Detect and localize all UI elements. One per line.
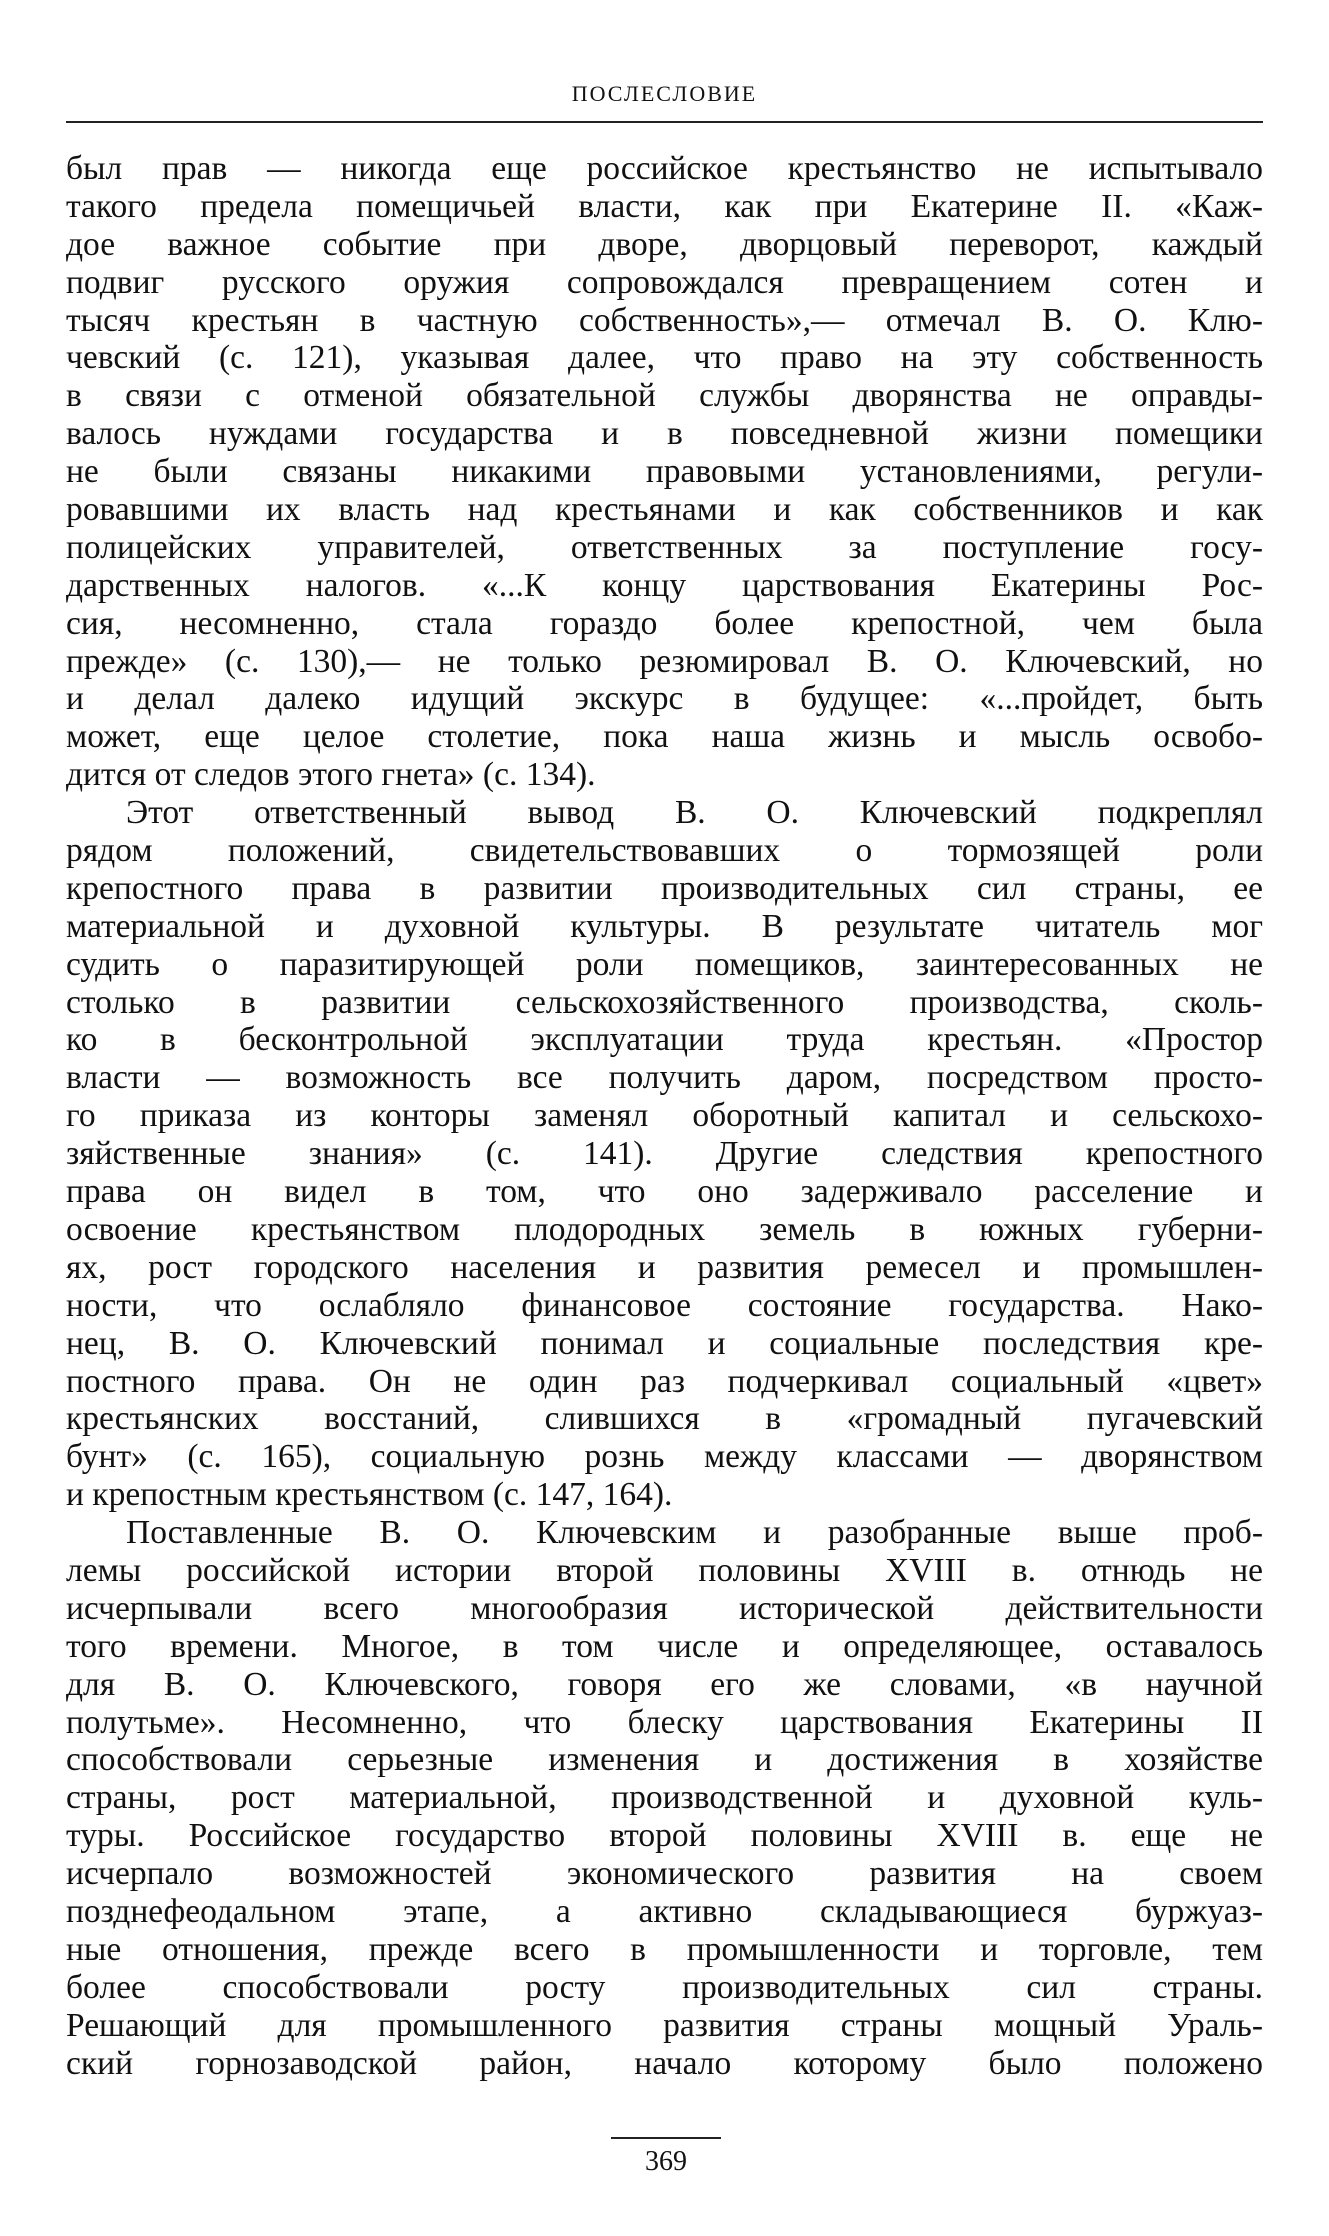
text-line: власти — возможность все получить даром, посредством просто- [66,1059,1263,1097]
header-rule [66,121,1263,123]
text-line: рядом положений, свидетельствовавших о тормозящей роли [66,832,1263,870]
text-line: судить о паразитирующей роли помещиков, заинтересованных не [66,945,1263,983]
text-line: столько в развитии сельскохозяйственного производства, сколь- [66,983,1263,1021]
text-line: ях, рост городского населения и развития ремесел и промышлен- [66,1248,1263,1286]
text-line: освоение крестьянством плодородных земель в южных губерни- [66,1210,1263,1248]
text-line: ные отношения, прежде всего в промышленности и торговле, тем [66,1930,1263,1968]
text-line: полутьме». Несомненно, что блеску царствования Екатерины II [66,1703,1263,1741]
text-line: страны, рост материальной, производственной и духовной куль- [66,1779,1263,1817]
text-line: права он видел в том, что оно задерживало расселение и [66,1173,1263,1211]
paragraph [66,150,1263,794]
text-line: постного права. Он не один раз подчеркивал социальный «цвет» [66,1362,1263,1400]
text-line: дарственных налогов. «...К концу царствования Екатерины Рос- [66,566,1263,604]
paragraph [66,794,1263,1514]
text-line: для В. О. Ключевского, говоря его же словами, «в научной [66,1665,1263,1703]
text-line: и крепостным крестьянством (с. 147, 164). [66,1476,673,1514]
text-line: способствовали серьезные изменения и достижения в хозяйстве [66,1741,1263,1779]
text-line: ский горнозаводской район, начало которому было положено [66,2044,1263,2082]
text-line: материальной и духовной культуры. В результате читатель мог [66,907,1263,945]
text-line: сия, несомненно, стала гораздо более крепостной, чем была [66,604,1263,642]
text-line: дое важное событие при дворе, дворцовый переворот, каждый [66,225,1263,263]
text-line: го приказа из конторы заменял оборотный капитал и сельскохо- [66,1097,1263,1135]
text-line: более способствовали росту производительных сил страны. [66,1968,1263,2006]
text-line: полицейских управителей, ответственных за поступление госу- [66,528,1263,566]
text-line: Решающий для промышленного развития страны мощный Ураль- [66,2006,1263,2044]
text-line: исчерпало возможностей экономического развития на своем [66,1855,1263,1893]
text-line: крестьянских восстаний, слившихся в «громадный пугачевский [66,1400,1263,1438]
text-line: такого предела помещичьей власти, как при Екатерине II. «Каж- [66,187,1263,225]
text-line: может, еще целое столетие, пока наша жизнь и мысль освобо- [66,718,1263,756]
text-line: того времени. Многое, в том числе и определяющее, оставалось [66,1627,1263,1665]
text-line: зяйственные знания» (с. 141). Другие следствия крепостного [66,1135,1263,1173]
text-line: бунт» (с. 165), социальную рознь между классами — дворянством [66,1438,1263,1476]
text-line: туры. Российское государство второй половины XVIII в. еще не [66,1817,1263,1855]
text-line: прежде» (с. 130),— не только резюмировал В. О. Ключевский, но [66,642,1263,680]
text-line: ко в бесконтрольной эксплуатации труда крестьян. «Простор [66,1021,1263,1059]
text-line: Поставленные В. О. Ключевским и разобранные выше проб- [126,1514,1263,1552]
text-line: не были связаны никакими правовыми установлениями, регули- [66,453,1263,491]
text-line: ности, что ослабляло финансовое состояние государства. Нако- [66,1286,1263,1324]
folio-rule [611,2137,721,2139]
text-line: дится от следов этого гнета» (с. 134). [66,756,596,794]
paragraph [66,1514,1263,2082]
text-line: Этот ответственный вывод В. О. Ключевский подкреплял [126,794,1263,832]
text-line: чевский (с. 121), указывая далее, что право на эту собственность [66,339,1263,377]
text-line: и делал далеко идущий экскурс в будущее: «...пройдет, быть [66,680,1263,718]
body-text [66,150,1263,2082]
text-line: валось нуждами государства и в повседневной жизни помещики [66,415,1263,453]
text-line: был прав — никогда еще российское крестьянство не испытывало [66,150,1263,187]
text-line: нец, В. О. Ключевский понимал и социальные последствия кре- [66,1324,1263,1362]
text-line: исчерпывали всего многообразия исторической действительности [66,1589,1263,1627]
text-line: подвиг русского оружия сопровождался превращением сотен и [66,263,1263,301]
text-line: лемы российской истории второй половины XVIII в. отнюдь не [66,1551,1263,1589]
text-line: позднефеодальном этапе, а активно складывающиеся буржуаз- [66,1892,1263,1930]
text-line: тысяч крестьян в частную собственность»,— отмечал В. О. Клю- [66,301,1263,339]
text-line: в связи с отменой обязательной службы дворянства не оправды- [66,377,1263,415]
text-line: крепостного права в развитии производительных сил страны, ее [66,869,1263,907]
running-head: ПОСЛЕСЛОВИЕ [571,81,758,106]
text-line: ровавшими их власть над крестьянами и как собственников и как [66,491,1263,529]
page-number: 369 [645,2146,687,2177]
